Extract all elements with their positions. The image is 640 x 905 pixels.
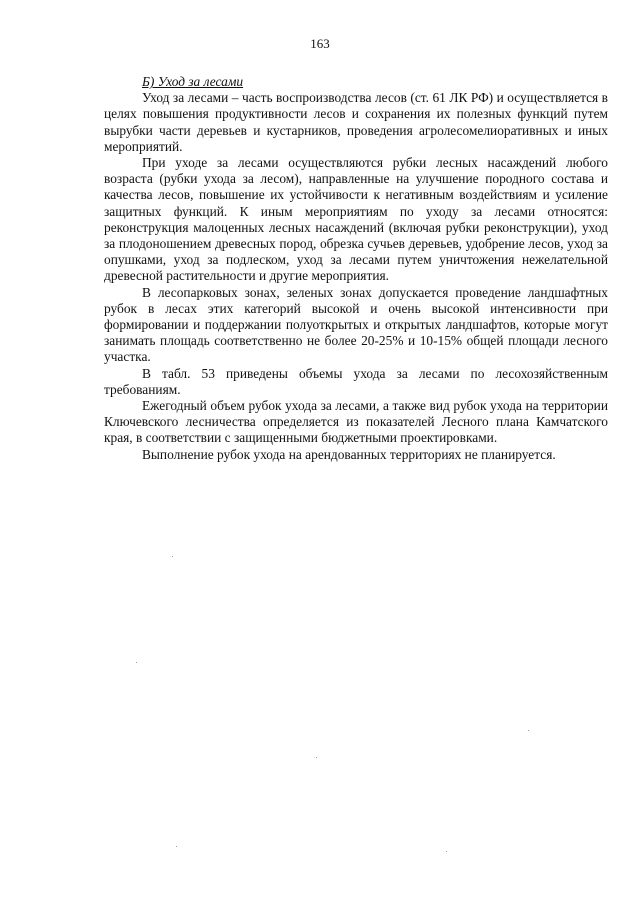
- scan-speck: [528, 730, 529, 731]
- scan-speck: [172, 556, 173, 557]
- scan-speck: [316, 757, 317, 758]
- page-number: 163: [310, 36, 330, 51]
- paragraph-5: Ежегодный объем рубок ухода за лесами, а также вид рубок ухода на территории Ключевского лесничества определяется из показателей Лесного плана Камчатского края, в соответствии с защищенными бюджетными проектировками.: [104, 398, 608, 446]
- scan-speck: [136, 662, 137, 663]
- paragraph-4: В табл. 53 приведены объемы ухода за лесами по лесохозяйственным требованиям.: [104, 365, 608, 397]
- paragraph-6: Выполнение рубок ухода на арендованных территориях не планируется.: [142, 446, 556, 462]
- scan-speck: [446, 851, 447, 852]
- document-body: [104, 74, 608, 463]
- paragraph-2: При уходе за лесами осуществляются рубки лесных насаждений любого возраста (рубки ухода за лесом), направленные на улучшение породного состава и качества лесов, повышение их устойчивости к негативным воздействиям и усиление защитных функций. К иным мероприятиям по уходу за лесами относятся: реконструкция малоценных лесных насаждений (включая рубки реконструкции), уход за плодоношением древесных пород, обрезка сучьев деревьев, удобрение лесов, уход за опушками, уход за подлеском, уход за лесами путем уничтожения нежелательной древесной растительности и другие мероприятия.: [104, 155, 608, 284]
- section-heading: Б) Уход за лесами: [142, 74, 244, 89]
- paragraph-1: Уход за лесами – часть воспроизводства лесов (ст. 61 ЛК РФ) и осуществляется в целях повышения продуктивности лесов и сохранения их полезных функций путем вырубки части деревьев и кустарников, проведения агролесомелиоративных и иных мероприятий.: [104, 90, 608, 154]
- paragraph-3: В лесопарковых зонах, зеленых зонах допускается проведение ландшафтных рубок в лесах этих категорий высокой и очень высокой интенсивности при формировании и поддержании полуоткрытых и открытых ландшафтов, которые могут занимать площадь соответственно не более 20-25% и 10-15% общей площади лесного участка.: [104, 284, 608, 365]
- scan-speck: [176, 846, 177, 847]
